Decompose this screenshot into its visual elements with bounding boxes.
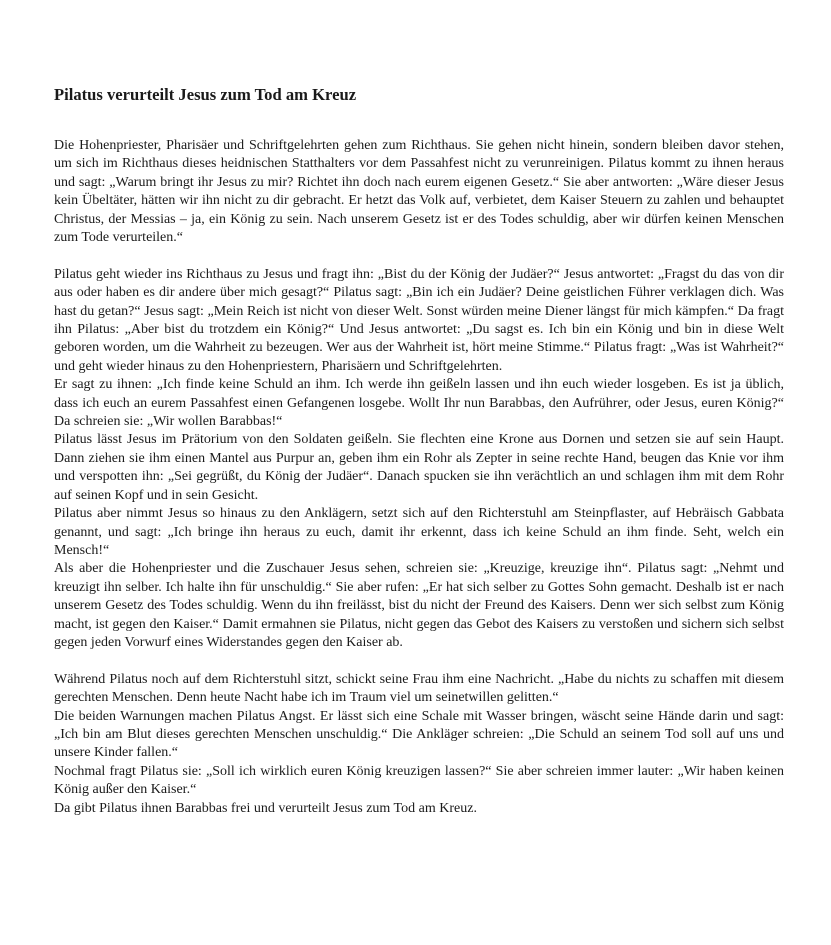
paragraph-7: Während Pilatus noch auf dem Richterstuhl sitzt, schickt seine Frau ihm eine Nachricht. „Habe du nichts zu schaffen mit diesem gerechten Menschen. Denn heute Nacht habe ich im Traum viel um seinetwillen gelitten.“ xyxy=(54,671,784,706)
document-title: Pilatus verurteilt Jesus zum Tod am Kreuz xyxy=(54,85,357,104)
document-page xyxy=(54,84,784,818)
paragraph-4: Pilatus lässt Jesus im Prätorium von den Soldaten geißeln. Sie flechten eine Krone aus Dornen und setzen sie auf sein Haupt. Dann ziehen sie ihm einen Mantel aus Purpur an, geben ihm ein Rohr als Zepter in seine rechte Hand, beugen das Knie vor ihm und verspotten ihn: „Sei gegrüßt, du König der Judäer“. Danach spucken sie ihn verächtlich an und schlagen ihm mit dem Rohr auf seinen Kopf und in sein Gesicht. xyxy=(54,432,784,503)
paragraph-9: Nochmal fragt Pilatus sie: „Soll ich wirklich euren König kreuzigen lassen?“ Sie aber schreien immer lauter: „Wir haben keinen König außer den Kaiser.“ xyxy=(54,763,784,798)
paragraph-10: Da gibt Pilatus ihnen Barabbas frei und verurteilt Jesus zum Tod am Kreuz. xyxy=(54,800,477,816)
paragraph-6: Als aber die Hohenpriester und die Zuschauer Jesus sehen, schreien sie: „Kreuzige, kreuzige ihn“. Pilatus sagt: „Nehmt und kreuzigt ihn selber. Ich halte ihn für unschuldig.“ Sie aber rufen: „Er hat sich selber zu Gottes Sohn gemacht. Deshalb ist er nach unserem Gesetz des Todes schuldig. Wenn du ihn freilässt, bist du nicht der Freund des Kaisers. Denn wer sich selbst zum König macht, ist gegen den Kaiser.“ Damit ermahnen sie Pilatus, nicht gegen das Gebot des Kaisers zu verstoßen und sichern sich selbst gegen jeden Vorwurf eines Widerstandes gegen den Kaiser ab. xyxy=(54,561,784,650)
paragraph-1: Die Hohenpriester, Pharisäer und Schriftgelehrten gehen zum Richthaus. Sie gehen nicht hinein, sondern bleiben davor stehen, um sich im Richthaus dieses heidnischen Statthalters vor dem Passahfest nicht zu verunreinigen. Pilatus kommt zu ihnen heraus und sagt: „Warum bringt ihr Jesus zu mir? Richtet ihn doch nach eurem eigenen Gesetz.“ Sie aber antworten: „Wäre dieser Jesus kein Übeltäter, hätten wir ihn nicht zu dir gebracht. Er hetzt das Volk auf, verbietet, dem Kaiser Steuern zu zahlen und behauptet Christus, der Messias – ja, ein König zu sein. Nach unserem Gesetz ist er des Todes schuldig, aber wir dürfen keinen Menschen zum Tode verurteilen.“ xyxy=(54,138,784,246)
paragraph-2: Pilatus geht wieder ins Richthaus zu Jesus und fragt ihn: „Bist du der König der Judäer?“ Jesus antwortet: „Fragst du das von dir aus oder haben es dir andere über mich gesagt?“ Pilatus sagt: „Bin ich ein Judäer? Deine geistlichen Führer verklagen dich. Was hast du getan?“ Jesus sagt: „Mein Reich ist nicht von dieser Welt. Sonst würden meine Diener längst für mich kämpfen.“ Da fragt ihn Pilatus: „Aber bist du trotzdem ein König?“ Und Jesus antwortet: „Du sagst es. Ich bin ein König und bin in diese Welt geboren worden, um die Wahrheit zu bezeugen. Wer aus der Wahrheit ist, hört meine Stimme.“ Pilatus fragt: „Was ist Wahrheit?“ und geht wieder hinaus zu den Hohenpriestern, Pharisäern und Schriftgelehrten. xyxy=(54,266,784,374)
paragraph-3: Er sagt zu ihnen: „Ich finde keine Schuld an ihm. Ich werde ihn geißeln lassen und ihn euch wieder losgeben. Es ist ja üblich, dass ich euch an eurem Passahfest einen Gefangenen losgebe. Wollt Ihr nun Barabbas, den Aufrührer, oder Jesus, euren König?“ Da schreien sie: „Wir wollen Barabbas!“ xyxy=(54,377,784,430)
paragraph-8: Die beiden Warnungen machen Pilatus Angst. Er lässt sich eine Schale mit Wasser bringen, wäscht seine Hände darin und sagt: „Ich bin am Blut dieses gerechten Menschen unschuldig.“ Die Ankläger schreien: „Die Schuld an seinem Tod soll auf uns und unsere Kinder fallen.“ xyxy=(54,708,784,761)
paragraph-5: Pilatus aber nimmt Jesus so hinaus zu den Anklägern, setzt sich auf den Richterstuhl am Steinpflaster, auf Hebräisch Gabbata genannt, und sagt: „Ich bringe ihn heraus zu euch, damit ihr erkennt, dass ich keine Schuld an ihm finde. Seht, welch ein Mensch!“ xyxy=(54,506,784,558)
